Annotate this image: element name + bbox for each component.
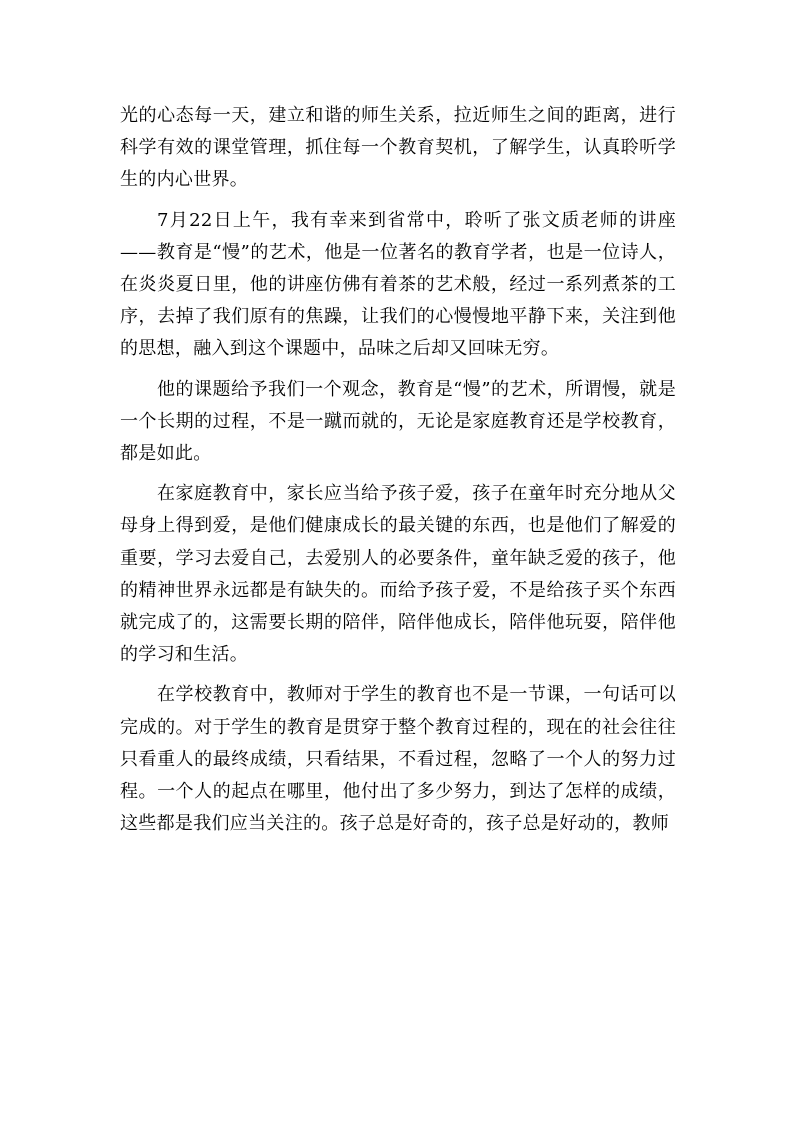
paragraph-1: 光的心态每一天，建立和谐的师生关系，拉近师生之间的距离，进行科学有效的课堂管理，抓住每一个教育契机，了解学生，认真聆听学生的内心世界。 xyxy=(120,105,676,191)
paragraph-5: 在学校教育中，教师对于学生的教育也不是一节课，一句话可以完成的。对于学生的教育是贯穿于整个教育过程的，现在的社会往往只看重人的最终成绩，只看结果，不看过程，忽略了一个人的努力过程。一个人的起点在哪里，他付出了多少努力，到达了怎样的成绩，这些都是我们应当关注的。孩子总是好奇的，孩子总是好动的，教师 xyxy=(120,684,676,835)
paragraph-2: 7月22日上午，我有幸来到省常中，聆听了张文质老师的讲座——教育是“慢”的艺术，他是一位著名的教育学者，也是一位诗人，在炎炎夏日里，他的讲座仿佛有着茶的艺术般，经过一系列煮茶的工序，去掉了我们原有的焦躁，让我们的心慢慢地平静下来，关注到他的思想，融入到这个课题中，品味之后却又回味无穷。 xyxy=(120,209,676,360)
document-body xyxy=(120,100,676,848)
paragraph-4: 在家庭教育中，家长应当给予孩子爱，孩子在童年时充分地从父母身上得到爱，是他们健康成长的最关键的东西，也是他们了解爱的重要，学习去爱自己，去爱别人的必要条件，童年缺乏爱的孩子，他的精神世界永远都是有缺失的。而给予孩子爱，不是给孩子买个东西就完成了的，这需要长期的陪伴，陪伴他成长，陪伴他玩耍，陪伴他的学习和生活。 xyxy=(120,483,676,666)
paragraph-3: 他的课题给予我们一个观念，教育是“慢”的艺术，所谓慢，就是一个长期的过程，不是一蹴而就的，无论是家庭教育还是学校教育，都是如此。 xyxy=(120,378,676,465)
